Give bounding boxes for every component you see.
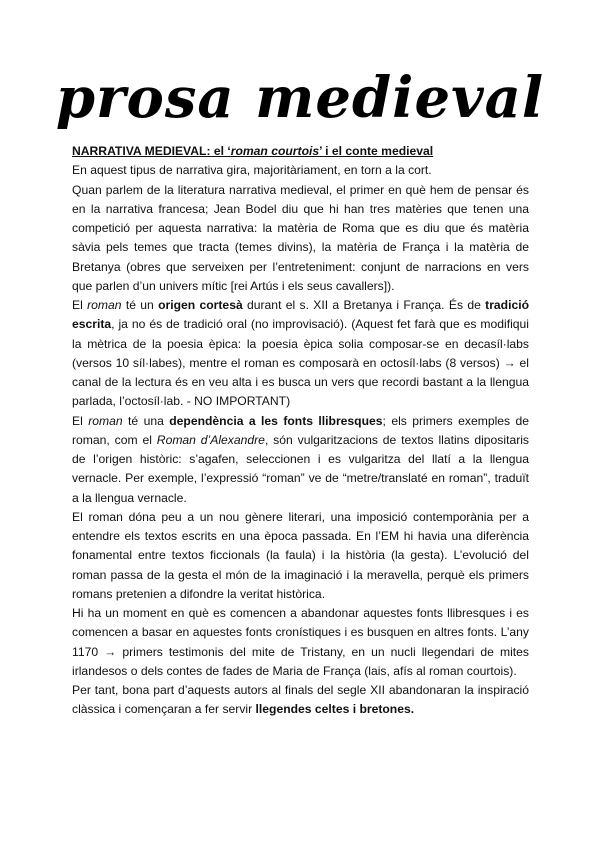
paragraph-2: El roman té un origen cortesà durant el s. XII a Bretanya i França. És de tradició escrita, ja no és de tradició oral (no improvisació). (Aquest fet farà que es modifiqui la mètrica de la poesia èpica: la poesia èpica solia composar-se en decasíl·labs (versos 10 síl·labes), mentre el roman es composarà en octosíl·labs (8 versos) → el canal de la lectura és en veu alta i es busca un vers que recordi bastant a la llengua parlada, l’octosíl·lab. - NO IMPORTANT): [72, 298, 530, 409]
paragraph-1: Quan parlem de la literatura narrativa medieval, el primer en què hem de pensar és en la narrativa francesa; Jean Bodel diu que hi han tres matèries que tenen una competició per aquesta narrativa: la matèria de Roma que es diu que és matèria sàvia pels temes que tracta (temes divins), la matèria de França i la matèria de Bretanya (obres que serveixen per l’entreteniment: conjunt de narracions en vers que parlen d’un univers mític [rei Artús i els seus cavallers]).: [72, 182, 529, 293]
heading-italic: roman courtois: [230, 144, 320, 158]
paragraph-4: El roman dóna peu a un nou gènere literari, una imposició contemporània per a entendre els textos escrits en una època passada. En l’EM hi havia una diferència fonamental entre textos ficcionals (la faula) i la història (la gesta). L’evolució del roman passa de la gesta el món de la imaginació i la meravella, perquè els primers romans pretenien a difondre la veritat històrica.: [72, 509, 529, 601]
paragraph-3: El roman té una dependència a les fonts llibresques; els primers exemples de roman, com el Roman d’Alexandre, són vulgaritzacions de textos llatins dipositaris de l’origen històric: s’agafen, seleccionen i es vulgaritza del llatí a la llengua vernacle. Per exemple, l’expressió “roman” ve de “metre/translaté en roman”, traduït a la llengua vernacle.: [72, 413, 530, 505]
section-heading: [72, 142, 529, 161]
heading-text: NARRATIVA MEDIEVAL: el ‘: [72, 144, 231, 158]
page-title: prosa medieval: [55, 65, 545, 131]
intro-line: En aquest tipus de narrativa gira, majoritàriament, en torn a la cort.: [72, 163, 432, 178]
paragraph-6: Per tant, bona part d’aquests autors al finals del segle XII abandonaran la inspiració clàssica i començaran a fer servir llegendes celtes i bretones.: [72, 683, 529, 717]
document-body: [72, 142, 529, 720]
heading-text-end: ’ i el conte medieval: [319, 144, 434, 158]
paragraph-5: Hi ha un moment en què es comencen a abandonar aquestes fonts llibresques i es comencen a basar en aquestes fonts cronístiques i es busquen en altres fonts. L’any 1170 → primers testimonis del mite de Tristany, en un nucli llegendari de mites irlandesos o dels contes de fades de Maria de França (lais, afís al roman courtois).: [72, 606, 529, 678]
